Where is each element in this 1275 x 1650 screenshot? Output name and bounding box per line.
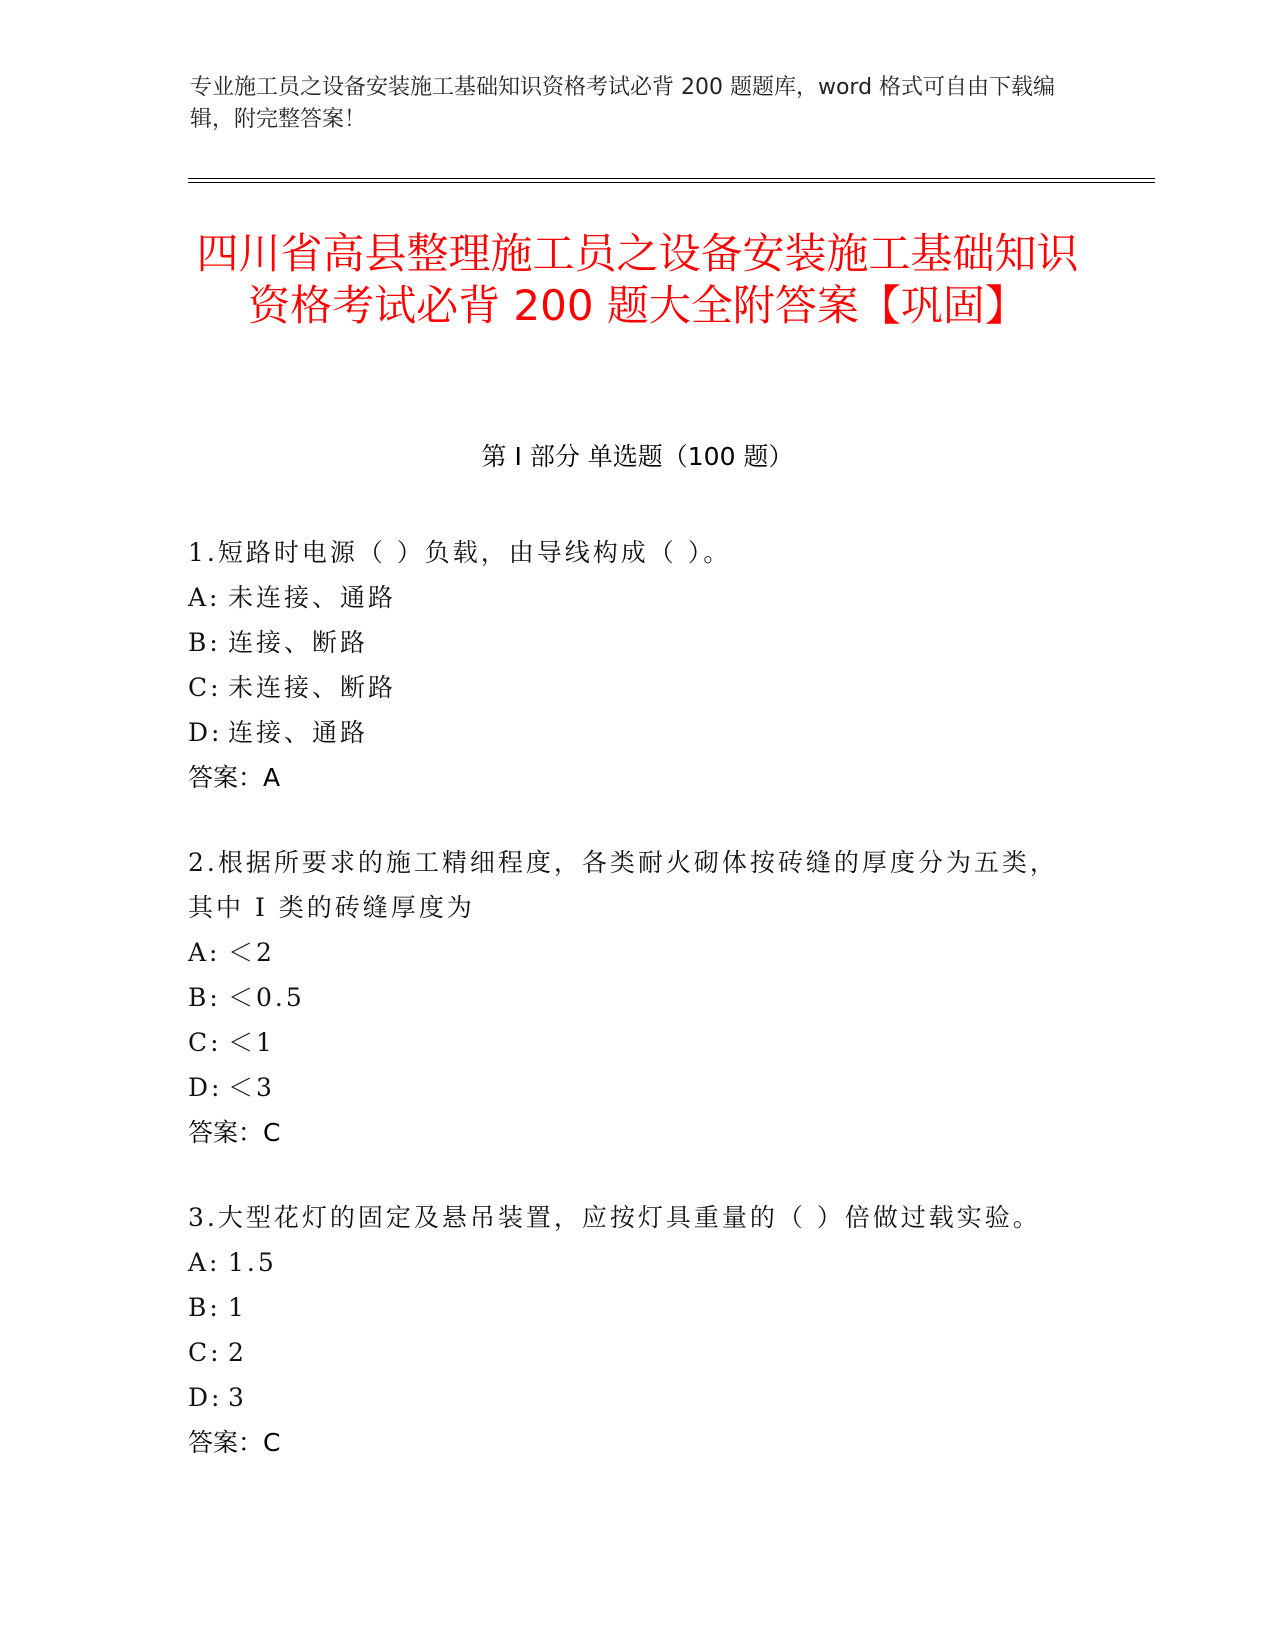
option-letter: B: [188,628,221,657]
header-divider [188,178,1155,183]
option-letter: B: [188,983,221,1012]
header-note: 专业施工员之设备安装施工基础知识资格考试必背 200 题题库，word 格式可自由下载编辑，附完整答案！ [190,75,1056,132]
question-2 [188,840,1068,1155]
question-stem: 2.根据所要求的施工精细程度，各类耐火砌体按砖缝的厚度分为五类，其中 I 类的砖缝厚度为 [188,848,1058,922]
answer-line: 答案：C [188,1428,281,1457]
option-letter: D: [188,1383,223,1412]
answer-line: 答案：A [188,763,281,792]
option-text: 连接、断路 [228,628,369,657]
question-stem: 3.大型花灯的固定及悬吊装置，应按灯具重量的（ ）倍做过载实验。 [188,1203,1041,1232]
option-letter: A: [188,938,221,967]
section-title: 第 I 部分 单选题（100 题） [481,442,794,471]
option-b [188,975,1068,1020]
option-letter: B: [188,1293,221,1322]
option-letter: A: [188,1248,221,1277]
option-b [188,620,1068,665]
option-d [188,1065,1068,1110]
option-text: 2 [228,1338,247,1367]
option-letter: C: [188,673,222,702]
option-letter: D: [188,718,223,747]
option-text: 未连接、通路 [228,583,397,612]
option-text: 3 [228,1383,247,1412]
option-letter: C: [188,1028,222,1057]
option-letter: A: [188,583,221,612]
option-d [188,1375,1068,1420]
option-letter: D: [188,1073,223,1102]
option-b [188,1285,1068,1330]
question-3 [188,1195,1068,1465]
question-1 [188,530,1068,800]
option-a [188,1240,1068,1285]
option-text: 连接、通路 [228,718,369,747]
answer-line: 答案：C [188,1118,281,1147]
option-text: ＜2 [228,938,275,967]
option-text: ＜3 [228,1073,275,1102]
option-c [188,665,1068,710]
option-c [188,1330,1068,1375]
option-text: 未连接、断路 [228,673,397,702]
option-c [188,1020,1068,1065]
option-letter: C: [188,1338,222,1367]
option-a [188,930,1068,975]
document-title: 四川省高县整理施工员之设备安装施工基础知识资格考试必背 200 题大全附答案【巩固】 [196,229,1079,330]
option-text: ＜0.5 [228,983,305,1012]
option-text: ＜1 [228,1028,275,1057]
question-list [188,530,1068,1505]
option-a [188,575,1068,620]
option-text: 1.5 [228,1248,277,1277]
question-stem: 1.短路时电源（ ）负载，由导线构成（ ）。 [188,538,732,567]
option-text: 1 [228,1293,247,1322]
option-d [188,710,1068,755]
